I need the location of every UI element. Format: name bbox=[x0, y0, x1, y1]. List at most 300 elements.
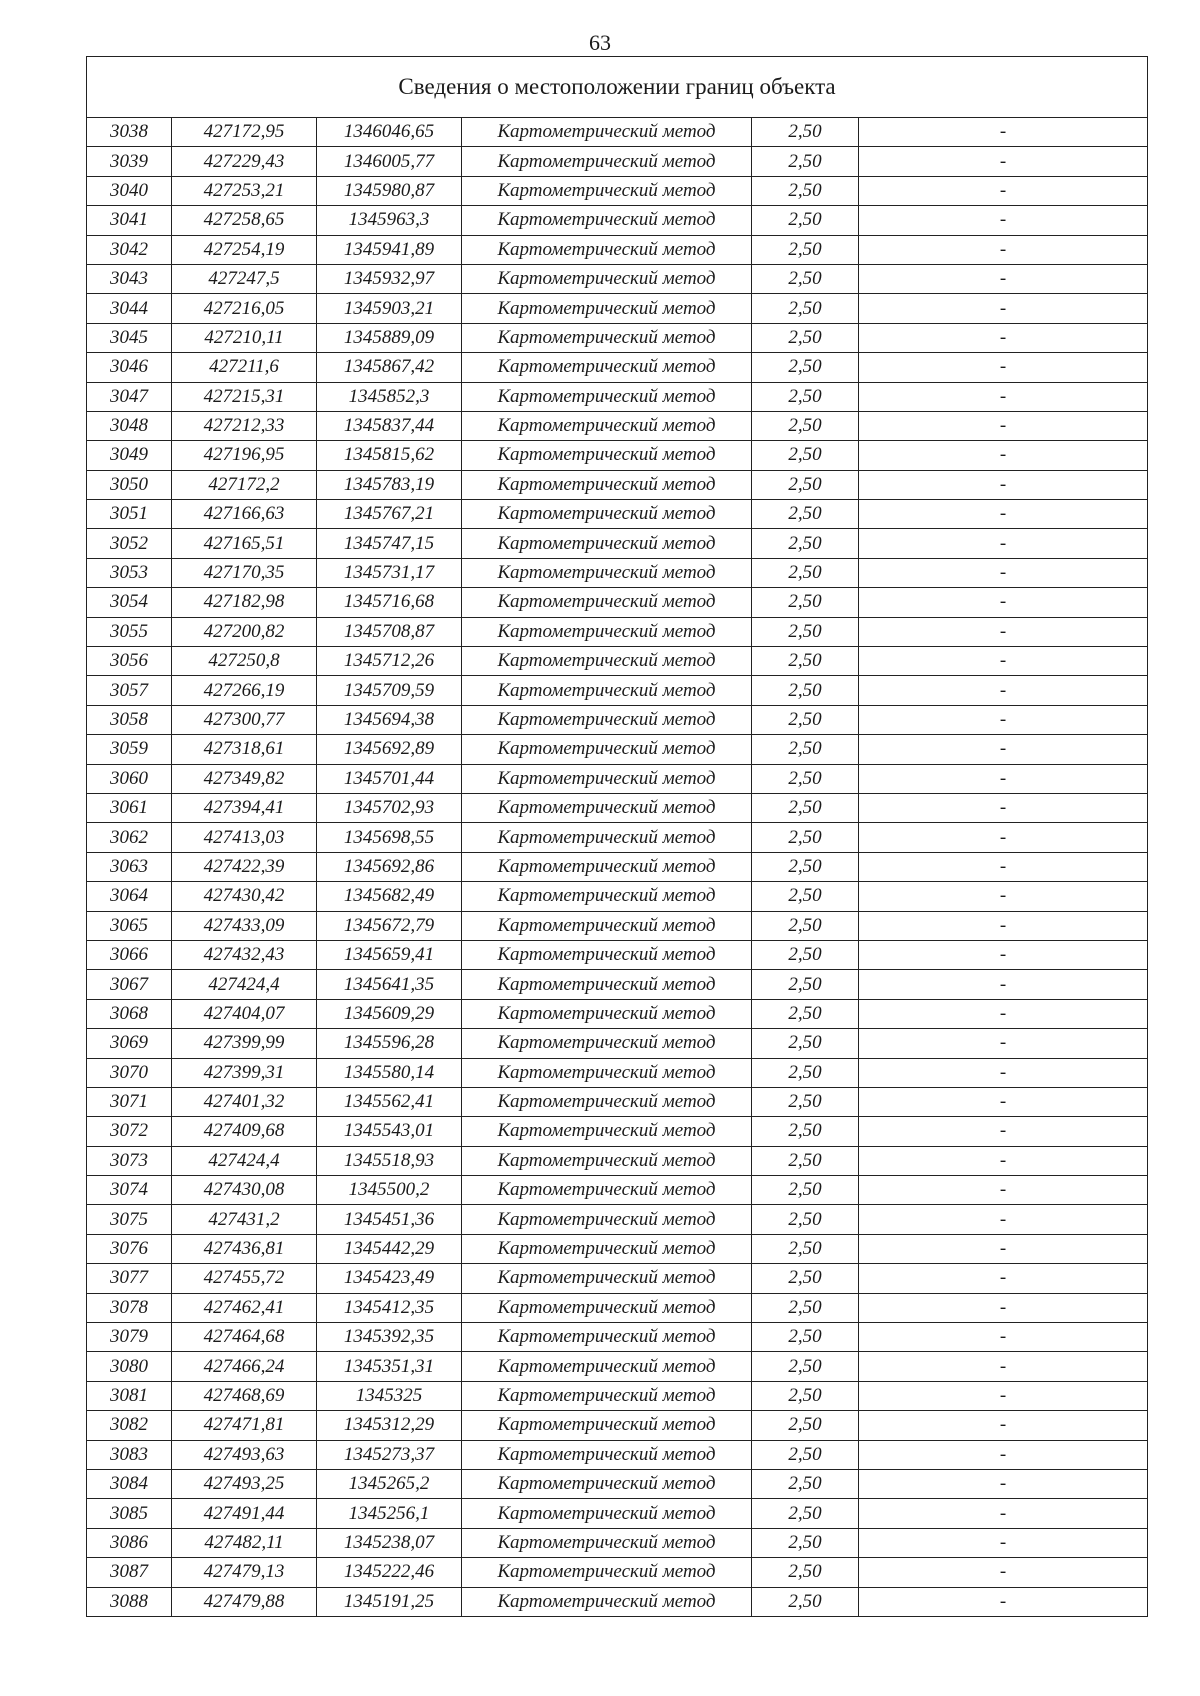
accuracy-cell: 2,50 bbox=[752, 264, 859, 293]
method-cell: Картометрический метод bbox=[462, 1146, 752, 1175]
x-coordinate-cell: 427432,43 bbox=[172, 940, 317, 969]
note-cell: - bbox=[859, 1234, 1148, 1263]
method-cell: Картометрический метод bbox=[462, 852, 752, 881]
note-cell: - bbox=[859, 1176, 1148, 1205]
method-cell: Картометрический метод bbox=[462, 1029, 752, 1058]
note-cell: - bbox=[859, 441, 1148, 470]
y-coordinate-cell: 1345709,59 bbox=[317, 676, 462, 705]
x-coordinate-cell: 427455,72 bbox=[172, 1264, 317, 1293]
y-coordinate-cell: 1345256,1 bbox=[317, 1499, 462, 1528]
y-coordinate-cell: 1345702,93 bbox=[317, 793, 462, 822]
note-cell: - bbox=[859, 970, 1148, 999]
x-coordinate-cell: 427424,4 bbox=[172, 970, 317, 999]
point-number-cell: 3046 bbox=[87, 353, 172, 382]
accuracy-cell: 2,50 bbox=[752, 852, 859, 881]
x-coordinate-cell: 427413,03 bbox=[172, 823, 317, 852]
x-coordinate-cell: 427172,2 bbox=[172, 470, 317, 499]
y-coordinate-cell: 1345596,28 bbox=[317, 1029, 462, 1058]
point-number-cell: 3069 bbox=[87, 1029, 172, 1058]
table-row bbox=[87, 470, 1148, 499]
note-cell: - bbox=[859, 1293, 1148, 1322]
method-cell: Картометрический метод bbox=[462, 1381, 752, 1410]
point-number-cell: 3065 bbox=[87, 911, 172, 940]
table-row bbox=[87, 1117, 1148, 1146]
table-row bbox=[87, 1146, 1148, 1175]
note-cell: - bbox=[859, 1352, 1148, 1381]
accuracy-cell: 2,50 bbox=[752, 1323, 859, 1352]
y-coordinate-cell: 1345698,55 bbox=[317, 823, 462, 852]
table-row bbox=[87, 1587, 1148, 1616]
accuracy-cell: 2,50 bbox=[752, 793, 859, 822]
note-cell: - bbox=[859, 1440, 1148, 1469]
accuracy-cell: 2,50 bbox=[752, 1087, 859, 1116]
accuracy-cell: 2,50 bbox=[752, 911, 859, 940]
note-cell: - bbox=[859, 617, 1148, 646]
point-number-cell: 3058 bbox=[87, 705, 172, 734]
x-coordinate-cell: 427433,09 bbox=[172, 911, 317, 940]
method-cell: Картометрический метод bbox=[462, 441, 752, 470]
x-coordinate-cell: 427394,41 bbox=[172, 793, 317, 822]
y-coordinate-cell: 1345325 bbox=[317, 1381, 462, 1410]
note-cell: - bbox=[859, 1087, 1148, 1116]
table-row bbox=[87, 647, 1148, 676]
y-coordinate-cell: 1345351,31 bbox=[317, 1352, 462, 1381]
accuracy-cell: 2,50 bbox=[752, 1352, 859, 1381]
boundary-table bbox=[86, 56, 1148, 1617]
y-coordinate-cell: 1345518,93 bbox=[317, 1146, 462, 1175]
method-cell: Картометрический метод bbox=[462, 1558, 752, 1587]
point-number-cell: 3081 bbox=[87, 1381, 172, 1410]
note-cell: - bbox=[859, 470, 1148, 499]
point-number-cell: 3068 bbox=[87, 999, 172, 1028]
point-number-cell: 3084 bbox=[87, 1469, 172, 1498]
y-coordinate-cell: 1345641,35 bbox=[317, 970, 462, 999]
note-cell: - bbox=[859, 558, 1148, 587]
table-row bbox=[87, 1440, 1148, 1469]
accuracy-cell: 2,50 bbox=[752, 147, 859, 176]
note-cell: - bbox=[859, 764, 1148, 793]
accuracy-cell: 2,50 bbox=[752, 588, 859, 617]
y-coordinate-cell: 1345837,44 bbox=[317, 411, 462, 440]
accuracy-cell: 2,50 bbox=[752, 970, 859, 999]
table-row bbox=[87, 940, 1148, 969]
accuracy-cell: 2,50 bbox=[752, 882, 859, 911]
method-cell: Картометрический метод bbox=[462, 558, 752, 587]
table-row bbox=[87, 882, 1148, 911]
note-cell: - bbox=[859, 793, 1148, 822]
note-cell: - bbox=[859, 235, 1148, 264]
method-cell: Картометрический метод bbox=[462, 823, 752, 852]
method-cell: Картометрический метод bbox=[462, 764, 752, 793]
point-number-cell: 3079 bbox=[87, 1323, 172, 1352]
accuracy-cell: 2,50 bbox=[752, 1117, 859, 1146]
method-cell: Картометрический метод bbox=[462, 999, 752, 1028]
point-number-cell: 3061 bbox=[87, 793, 172, 822]
point-number-cell: 3064 bbox=[87, 882, 172, 911]
x-coordinate-cell: 427170,35 bbox=[172, 558, 317, 587]
y-coordinate-cell: 1345692,89 bbox=[317, 735, 462, 764]
method-cell: Картометрический метод bbox=[462, 264, 752, 293]
note-cell: - bbox=[859, 411, 1148, 440]
method-cell: Картометрический метод bbox=[462, 1087, 752, 1116]
x-coordinate-cell: 427172,95 bbox=[172, 118, 317, 147]
point-number-cell: 3052 bbox=[87, 529, 172, 558]
table-row bbox=[87, 1087, 1148, 1116]
note-cell: - bbox=[859, 882, 1148, 911]
method-cell: Картометрический метод bbox=[462, 793, 752, 822]
note-cell: - bbox=[859, 294, 1148, 323]
accuracy-cell: 2,50 bbox=[752, 999, 859, 1028]
y-coordinate-cell: 1345500,2 bbox=[317, 1176, 462, 1205]
table-row bbox=[87, 1029, 1148, 1058]
accuracy-cell: 2,50 bbox=[752, 735, 859, 764]
accuracy-cell: 2,50 bbox=[752, 500, 859, 529]
method-cell: Картометрический метод bbox=[462, 911, 752, 940]
note-cell: - bbox=[859, 676, 1148, 705]
accuracy-cell: 2,50 bbox=[752, 470, 859, 499]
x-coordinate-cell: 427165,51 bbox=[172, 529, 317, 558]
page-number: 63 bbox=[589, 30, 611, 55]
note-cell: - bbox=[859, 382, 1148, 411]
point-number-cell: 3086 bbox=[87, 1528, 172, 1557]
x-coordinate-cell: 427200,82 bbox=[172, 617, 317, 646]
accuracy-cell: 2,50 bbox=[752, 1234, 859, 1263]
table-row bbox=[87, 411, 1148, 440]
note-cell: - bbox=[859, 264, 1148, 293]
accuracy-cell: 2,50 bbox=[752, 176, 859, 205]
y-coordinate-cell: 1345659,41 bbox=[317, 940, 462, 969]
table-row bbox=[87, 1381, 1148, 1410]
point-number-cell: 3082 bbox=[87, 1411, 172, 1440]
x-coordinate-cell: 427409,68 bbox=[172, 1117, 317, 1146]
note-cell: - bbox=[859, 823, 1148, 852]
method-cell: Картометрический метод bbox=[462, 382, 752, 411]
y-coordinate-cell: 1345682,49 bbox=[317, 882, 462, 911]
accuracy-cell: 2,50 bbox=[752, 1205, 859, 1234]
accuracy-cell: 2,50 bbox=[752, 1381, 859, 1410]
x-coordinate-cell: 427493,63 bbox=[172, 1440, 317, 1469]
table-row bbox=[87, 852, 1148, 881]
method-cell: Картометрический метод bbox=[462, 323, 752, 352]
table-row bbox=[87, 1234, 1148, 1263]
point-number-cell: 3076 bbox=[87, 1234, 172, 1263]
table-row bbox=[87, 588, 1148, 617]
x-coordinate-cell: 427399,31 bbox=[172, 1058, 317, 1087]
point-number-cell: 3077 bbox=[87, 1264, 172, 1293]
note-cell: - bbox=[859, 1499, 1148, 1528]
point-number-cell: 3074 bbox=[87, 1176, 172, 1205]
note-cell: - bbox=[859, 176, 1148, 205]
y-coordinate-cell: 1345701,44 bbox=[317, 764, 462, 793]
method-cell: Картометрический метод bbox=[462, 411, 752, 440]
note-cell: - bbox=[859, 735, 1148, 764]
x-coordinate-cell: 427212,33 bbox=[172, 411, 317, 440]
y-coordinate-cell: 1345731,17 bbox=[317, 558, 462, 587]
x-coordinate-cell: 427258,65 bbox=[172, 206, 317, 235]
point-number-cell: 3038 bbox=[87, 118, 172, 147]
point-number-cell: 3057 bbox=[87, 676, 172, 705]
y-coordinate-cell: 1345708,87 bbox=[317, 617, 462, 646]
point-number-cell: 3085 bbox=[87, 1499, 172, 1528]
accuracy-cell: 2,50 bbox=[752, 558, 859, 587]
accuracy-cell: 2,50 bbox=[752, 1499, 859, 1528]
point-number-cell: 3056 bbox=[87, 647, 172, 676]
point-number-cell: 3083 bbox=[87, 1440, 172, 1469]
table-row bbox=[87, 1528, 1148, 1557]
x-coordinate-cell: 427422,39 bbox=[172, 852, 317, 881]
method-cell: Картометрический метод bbox=[462, 1176, 752, 1205]
table-row bbox=[87, 1499, 1148, 1528]
x-coordinate-cell: 427266,19 bbox=[172, 676, 317, 705]
x-coordinate-cell: 427430,08 bbox=[172, 1176, 317, 1205]
point-number-cell: 3043 bbox=[87, 264, 172, 293]
y-coordinate-cell: 1345580,14 bbox=[317, 1058, 462, 1087]
x-coordinate-cell: 427462,41 bbox=[172, 1293, 317, 1322]
method-cell: Картометрический метод bbox=[462, 1117, 752, 1146]
point-number-cell: 3050 bbox=[87, 470, 172, 499]
accuracy-cell: 2,50 bbox=[752, 1411, 859, 1440]
x-coordinate-cell: 427466,24 bbox=[172, 1352, 317, 1381]
note-cell: - bbox=[859, 1205, 1148, 1234]
method-cell: Картометрический метод bbox=[462, 882, 752, 911]
accuracy-cell: 2,50 bbox=[752, 1293, 859, 1322]
table-row bbox=[87, 1205, 1148, 1234]
method-cell: Картометрический метод bbox=[462, 1587, 752, 1616]
y-coordinate-cell: 1345889,09 bbox=[317, 323, 462, 352]
y-coordinate-cell: 1345312,29 bbox=[317, 1411, 462, 1440]
point-number-cell: 3059 bbox=[87, 735, 172, 764]
note-cell: - bbox=[859, 1146, 1148, 1175]
accuracy-cell: 2,50 bbox=[752, 1176, 859, 1205]
table-title: Сведения о местоположении границ объекта bbox=[87, 57, 1148, 118]
y-coordinate-cell: 1345442,29 bbox=[317, 1234, 462, 1263]
method-cell: Картометрический метод bbox=[462, 1528, 752, 1557]
method-cell: Картометрический метод bbox=[462, 1411, 752, 1440]
y-coordinate-cell: 1345903,21 bbox=[317, 294, 462, 323]
note-cell: - bbox=[859, 1587, 1148, 1616]
accuracy-cell: 2,50 bbox=[752, 1587, 859, 1616]
accuracy-cell: 2,50 bbox=[752, 676, 859, 705]
note-cell: - bbox=[859, 1469, 1148, 1498]
table-row bbox=[87, 735, 1148, 764]
method-cell: Картометрический метод bbox=[462, 1440, 752, 1469]
note-cell: - bbox=[859, 206, 1148, 235]
method-cell: Картометрический метод bbox=[462, 588, 752, 617]
y-coordinate-cell: 1345767,21 bbox=[317, 500, 462, 529]
note-cell: - bbox=[859, 1323, 1148, 1352]
note-cell: - bbox=[859, 852, 1148, 881]
accuracy-cell: 2,50 bbox=[752, 1558, 859, 1587]
point-number-cell: 3080 bbox=[87, 1352, 172, 1381]
method-cell: Картометрический метод bbox=[462, 353, 752, 382]
y-coordinate-cell: 1345932,97 bbox=[317, 264, 462, 293]
table-row bbox=[87, 441, 1148, 470]
method-cell: Картометрический метод bbox=[462, 206, 752, 235]
method-cell: Картометрический метод bbox=[462, 676, 752, 705]
table-row bbox=[87, 500, 1148, 529]
table-row bbox=[87, 353, 1148, 382]
y-coordinate-cell: 1345963,3 bbox=[317, 206, 462, 235]
table-row bbox=[87, 705, 1148, 734]
method-cell: Картометрический метод bbox=[462, 705, 752, 734]
y-coordinate-cell: 1345712,26 bbox=[317, 647, 462, 676]
point-number-cell: 3087 bbox=[87, 1558, 172, 1587]
table-row bbox=[87, 1323, 1148, 1352]
y-coordinate-cell: 1345867,42 bbox=[317, 353, 462, 382]
y-coordinate-cell: 1345191,25 bbox=[317, 1587, 462, 1616]
x-coordinate-cell: 427247,5 bbox=[172, 264, 317, 293]
table-row bbox=[87, 617, 1148, 646]
accuracy-cell: 2,50 bbox=[752, 1440, 859, 1469]
point-number-cell: 3051 bbox=[87, 500, 172, 529]
point-number-cell: 3042 bbox=[87, 235, 172, 264]
note-cell: - bbox=[859, 911, 1148, 940]
table-row bbox=[87, 1558, 1148, 1587]
method-cell: Картометрический метод bbox=[462, 1264, 752, 1293]
method-cell: Картометрический метод bbox=[462, 529, 752, 558]
x-coordinate-cell: 427254,19 bbox=[172, 235, 317, 264]
x-coordinate-cell: 427215,31 bbox=[172, 382, 317, 411]
accuracy-cell: 2,50 bbox=[752, 294, 859, 323]
point-number-cell: 3088 bbox=[87, 1587, 172, 1616]
point-number-cell: 3044 bbox=[87, 294, 172, 323]
table-row bbox=[87, 911, 1148, 940]
accuracy-cell: 2,50 bbox=[752, 323, 859, 352]
table-row bbox=[87, 1058, 1148, 1087]
y-coordinate-cell: 1345451,36 bbox=[317, 1205, 462, 1234]
y-coordinate-cell: 1345273,37 bbox=[317, 1440, 462, 1469]
table-body bbox=[87, 57, 1148, 1617]
y-coordinate-cell: 1345238,07 bbox=[317, 1528, 462, 1557]
x-coordinate-cell: 427436,81 bbox=[172, 1234, 317, 1263]
method-cell: Картометрический метод bbox=[462, 1293, 752, 1322]
point-number-cell: 3045 bbox=[87, 323, 172, 352]
method-cell: Картометрический метод bbox=[462, 617, 752, 646]
table-row bbox=[87, 294, 1148, 323]
x-coordinate-cell: 427253,21 bbox=[172, 176, 317, 205]
x-coordinate-cell: 427431,2 bbox=[172, 1205, 317, 1234]
method-cell: Картометрический метод bbox=[462, 1234, 752, 1263]
y-coordinate-cell: 1346046,65 bbox=[317, 118, 462, 147]
accuracy-cell: 2,50 bbox=[752, 1058, 859, 1087]
point-number-cell: 3071 bbox=[87, 1087, 172, 1116]
y-coordinate-cell: 1345692,86 bbox=[317, 852, 462, 881]
note-cell: - bbox=[859, 147, 1148, 176]
note-cell: - bbox=[859, 705, 1148, 734]
table-row bbox=[87, 1264, 1148, 1293]
y-coordinate-cell: 1345392,35 bbox=[317, 1323, 462, 1352]
table-row bbox=[87, 206, 1148, 235]
accuracy-cell: 2,50 bbox=[752, 1146, 859, 1175]
y-coordinate-cell: 1345672,79 bbox=[317, 911, 462, 940]
table-row bbox=[87, 823, 1148, 852]
point-number-cell: 3062 bbox=[87, 823, 172, 852]
accuracy-cell: 2,50 bbox=[752, 940, 859, 969]
method-cell: Картометрический метод bbox=[462, 176, 752, 205]
table-row bbox=[87, 147, 1148, 176]
point-number-cell: 3067 bbox=[87, 970, 172, 999]
y-coordinate-cell: 1345412,35 bbox=[317, 1293, 462, 1322]
point-number-cell: 3048 bbox=[87, 411, 172, 440]
x-coordinate-cell: 427250,8 bbox=[172, 647, 317, 676]
x-coordinate-cell: 427210,11 bbox=[172, 323, 317, 352]
y-coordinate-cell: 1345694,38 bbox=[317, 705, 462, 734]
point-number-cell: 3066 bbox=[87, 940, 172, 969]
accuracy-cell: 2,50 bbox=[752, 1264, 859, 1293]
table-row bbox=[87, 118, 1148, 147]
method-cell: Картометрический метод bbox=[462, 735, 752, 764]
accuracy-cell: 2,50 bbox=[752, 705, 859, 734]
table-row bbox=[87, 558, 1148, 587]
table-row bbox=[87, 764, 1148, 793]
point-number-cell: 3063 bbox=[87, 852, 172, 881]
table-row bbox=[87, 529, 1148, 558]
accuracy-cell: 2,50 bbox=[752, 647, 859, 676]
method-cell: Картометрический метод bbox=[462, 647, 752, 676]
table-row bbox=[87, 793, 1148, 822]
note-cell: - bbox=[859, 1058, 1148, 1087]
y-coordinate-cell: 1345747,15 bbox=[317, 529, 462, 558]
y-coordinate-cell: 1345609,29 bbox=[317, 999, 462, 1028]
point-number-cell: 3072 bbox=[87, 1117, 172, 1146]
x-coordinate-cell: 427401,32 bbox=[172, 1087, 317, 1116]
accuracy-cell: 2,50 bbox=[752, 1469, 859, 1498]
x-coordinate-cell: 427216,05 bbox=[172, 294, 317, 323]
note-cell: - bbox=[859, 1558, 1148, 1587]
accuracy-cell: 2,50 bbox=[752, 1029, 859, 1058]
accuracy-cell: 2,50 bbox=[752, 823, 859, 852]
note-cell: - bbox=[859, 323, 1148, 352]
accuracy-cell: 2,50 bbox=[752, 1528, 859, 1557]
accuracy-cell: 2,50 bbox=[752, 764, 859, 793]
x-coordinate-cell: 427349,82 bbox=[172, 764, 317, 793]
method-cell: Картометрический метод bbox=[462, 1058, 752, 1087]
point-number-cell: 3040 bbox=[87, 176, 172, 205]
note-cell: - bbox=[859, 353, 1148, 382]
method-cell: Картометрический метод bbox=[462, 1469, 752, 1498]
note-cell: - bbox=[859, 500, 1148, 529]
table-row bbox=[87, 676, 1148, 705]
y-coordinate-cell: 1345562,41 bbox=[317, 1087, 462, 1116]
method-cell: Картометрический метод bbox=[462, 1323, 752, 1352]
note-cell: - bbox=[859, 999, 1148, 1028]
table-row bbox=[87, 264, 1148, 293]
y-coordinate-cell: 1345222,46 bbox=[317, 1558, 462, 1587]
note-cell: - bbox=[859, 1117, 1148, 1146]
point-number-cell: 3053 bbox=[87, 558, 172, 587]
point-number-cell: 3054 bbox=[87, 588, 172, 617]
x-coordinate-cell: 427482,11 bbox=[172, 1528, 317, 1557]
point-number-cell: 3075 bbox=[87, 1205, 172, 1234]
x-coordinate-cell: 427211,6 bbox=[172, 353, 317, 382]
x-coordinate-cell: 427404,07 bbox=[172, 999, 317, 1028]
table-row bbox=[87, 1469, 1148, 1498]
x-coordinate-cell: 427479,13 bbox=[172, 1558, 317, 1587]
table-row bbox=[87, 1176, 1148, 1205]
table-title-row bbox=[87, 57, 1148, 118]
accuracy-cell: 2,50 bbox=[752, 382, 859, 411]
accuracy-cell: 2,50 bbox=[752, 617, 859, 646]
note-cell: - bbox=[859, 1029, 1148, 1058]
accuracy-cell: 2,50 bbox=[752, 118, 859, 147]
point-number-cell: 3047 bbox=[87, 382, 172, 411]
table-row bbox=[87, 323, 1148, 352]
note-cell: - bbox=[859, 1411, 1148, 1440]
point-number-cell: 3060 bbox=[87, 764, 172, 793]
note-cell: - bbox=[859, 1528, 1148, 1557]
x-coordinate-cell: 427300,77 bbox=[172, 705, 317, 734]
method-cell: Картометрический метод bbox=[462, 500, 752, 529]
